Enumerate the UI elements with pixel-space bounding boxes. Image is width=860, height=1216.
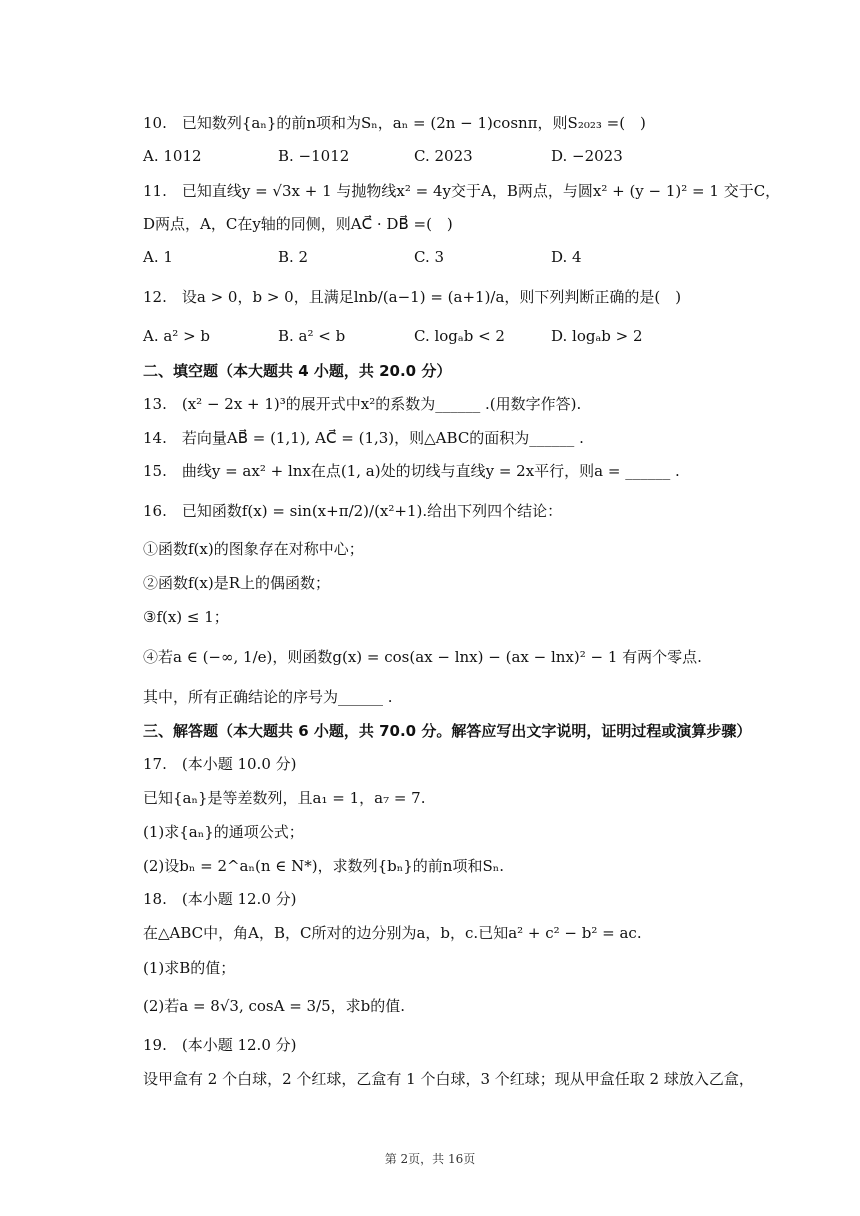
q12-option-d: D. logₐb > 2	[551, 327, 643, 345]
q18-head: 18. (本小题 12.0 分)	[143, 890, 297, 908]
q17-line3: (2)设bₙ = 2^aₙ(n ∈ N*)，求数列{bₙ}的前n项和Sₙ.	[143, 857, 504, 875]
q12-option-b: B. a² < b	[278, 327, 346, 345]
q11-stem-line1: 11. 已知直线y = √3x + 1 与抛物线x² = 4y交于A，B两点，与圆x² + (y − 1)² = 1 交于C，	[143, 182, 781, 200]
q12-option-c: C. logₐb < 2	[414, 327, 505, 345]
q11-option-a: A. 1	[143, 248, 173, 266]
q19-line1: 设甲盒有 2 个白球，2 个红球，乙盒有 1 个白球，3 个红球；现从甲盒任取 2 球放入乙盒，	[143, 1070, 754, 1088]
q18-line3: (2)若a = 8√3, cosA = 3/5，求b的值.	[143, 997, 406, 1015]
section3-title: 三、解答题（本大题共 6 小题，共 70.0 分。解答应写出文字说明，证明过程或演算步骤）	[143, 722, 752, 740]
q12-stem: 12. 设a > 0，b > 0，且满足lnb/(a−1) = (a+1)/a，则下列判断正确的是( )	[143, 288, 682, 306]
q10-option-d: D. −2023	[551, 147, 623, 165]
section2-title: 二、填空题（本大题共 4 小题，共 20.0 分）	[143, 362, 452, 380]
q12-option-a: A. a² > b	[143, 327, 211, 345]
q14-stem: 14. 若向量AB⃗ = (1,1), AC⃗ = (1,3)，则△ABC的面积为______ .	[143, 429, 584, 447]
q18-line2: (1)求B的值；	[143, 959, 236, 977]
q19-head: 19. (本小题 12.0 分)	[143, 1036, 297, 1054]
q18-line1: 在△ABC中，角A，B，C所对的边分别为a，b，c.已知a² + c² − b² = ac.	[143, 924, 642, 942]
q10-option-a: A. 1012	[143, 147, 202, 165]
q13-stem: 13. (x² − 2x + 1)³的展开式中x²的系数为______ .(用数字作答).	[143, 395, 582, 413]
page-footer: 第 2页，共 16页	[384, 1152, 476, 1166]
q11-option-c: C. 3	[414, 248, 445, 266]
q11-option-b: B. 2	[278, 248, 309, 266]
q10-stem: 10. 已知数列{aₙ}的前n项和为Sₙ，aₙ = (2n − 1)cosnπ，则S₂₀₂₃ =( )	[143, 114, 646, 132]
q16-conclusion-1: ①函数f(x)的图象存在对称中心；	[143, 540, 364, 558]
q16-ask: 其中，所有正确结论的序号为______ .	[143, 688, 393, 706]
q17-head: 17. (本小题 10.0 分)	[143, 755, 297, 773]
q16-stem: 16. 已知函数f(x) = sin(x+π/2)/(x²+1).给出下列四个结论：	[143, 502, 563, 520]
q15-stem: 15. 曲线y = ax² + lnx在点(1, a)处的切线与直线y = 2x平行，则a = ______ .	[143, 462, 680, 480]
q10-option-c: C. 2023	[414, 147, 473, 165]
q16-conclusion-3: ③f(x) ≤ 1；	[143, 608, 229, 626]
q16-conclusion-2: ②函数f(x)是R上的偶函数；	[143, 574, 331, 592]
q17-line2: (1)求{aₙ}的通项公式；	[143, 823, 304, 841]
q17-line1: 已知{aₙ}是等差数列，且a₁ = 1，a₇ = 7.	[143, 789, 426, 807]
q16-conclusion-4: ④若a ∈ (−∞, 1/e)，则函数g(x) = cos(ax − lnx) − (ax − lnx)² − 1 有两个零点.	[143, 648, 702, 666]
q11-stem-line2: D两点，A，C在y轴的同侧，则AC⃗ · DB⃗ =( )	[143, 215, 453, 233]
q11-option-d: D. 4	[551, 248, 582, 266]
q10-option-b: B. −1012	[278, 147, 350, 165]
